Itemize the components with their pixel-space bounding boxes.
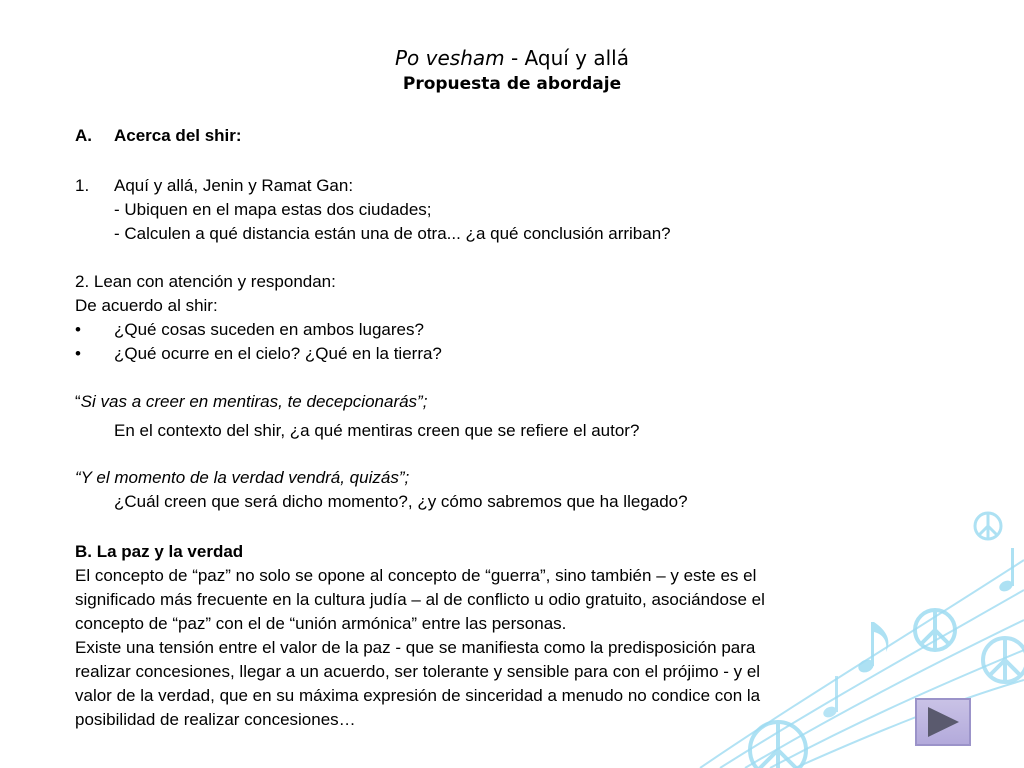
peace-sign-icon — [750, 722, 806, 768]
section-b-heading: B. La paz y la verdad — [75, 542, 244, 561]
music-note-icon — [998, 548, 1015, 593]
next-slide-button[interactable] — [915, 698, 971, 746]
bullet-marker: • — [75, 320, 81, 339]
q1-text: Aquí y allá, Jenin y Ramat Gan: — [114, 176, 354, 195]
section-b-line: significado más frecuente en la cultura judía – al de conflicto u odio gratuito, asociándose el — [75, 590, 765, 609]
music-note-icon — [856, 622, 888, 675]
q2-line1: 2. Lean con atención y respondan: — [75, 272, 336, 291]
peace-sign-icon — [975, 513, 1001, 539]
q2-bullet-1: ¿Qué cosas suceden en ambos lugares? — [114, 320, 424, 339]
q1-sub2: - Calculen a qué distancia están una de otra... ¿a qué conclusión arriban? — [114, 224, 671, 243]
quote1-text: Si vas a creer en mentiras, te decepcionarás”; — [80, 392, 428, 411]
section-a-marker: A. — [75, 126, 92, 145]
page-subtitle: Propuesta de abordaje — [402, 74, 622, 94]
q1-sub1: - Ubiquen en el mapa estas dos ciudades; — [114, 200, 432, 219]
section-b-line: concepto de “paz” con el de “unión armónica” entre las personas. — [75, 614, 567, 633]
bullet-marker: • — [75, 344, 81, 363]
play-arrow-icon — [917, 700, 969, 744]
section-b-line: valor de la verdad, que en su máxima expresión de sinceridad a menudo no condice con la — [75, 686, 761, 705]
peace-sign-icon — [983, 638, 1024, 682]
page-title — [0, 44, 1024, 72]
q1-marker: 1. — [75, 176, 90, 195]
section-b-line: realizar concesiones, llegar a un acuerdo, ser tolerante y sensible para con el prójimo - y el — [75, 662, 761, 681]
title-rest: - Aquí y allá — [504, 46, 629, 70]
quote1-open: “ — [75, 392, 81, 411]
section-b-line: posibilidad de realizar concesiones… — [75, 710, 356, 729]
quote1 — [75, 390, 427, 414]
title-italic: Po vesham — [394, 46, 505, 70]
title-block — [0, 44, 1024, 96]
quote1-question: En el contexto del shir, ¿a qué mentiras creen que se refiere el autor? — [114, 421, 640, 440]
section-b-line: Existe una tensión entre el valor de la paz - que se manifiesta como la predisposición para — [75, 638, 756, 657]
q2-bullet-2: ¿Qué ocurre en el cielo? ¿Qué en la tierra? — [114, 344, 442, 363]
section-a-heading: Acerca del shir: — [114, 126, 242, 145]
quote2-question: ¿Cuál creen que será dicho momento?, ¿y cómo sabremos que ha llegado? — [114, 492, 688, 511]
peace-sign-icon — [915, 610, 955, 650]
section-b-line: El concepto de “paz” no solo se opone al concepto de “guerra”, sino también – y este es el — [75, 566, 757, 585]
music-note-icon — [822, 676, 839, 719]
quote2-text: “Y el momento de la verdad vendrá, quizás”; — [75, 468, 410, 487]
q2-line2: De acuerdo al shir: — [75, 296, 218, 315]
